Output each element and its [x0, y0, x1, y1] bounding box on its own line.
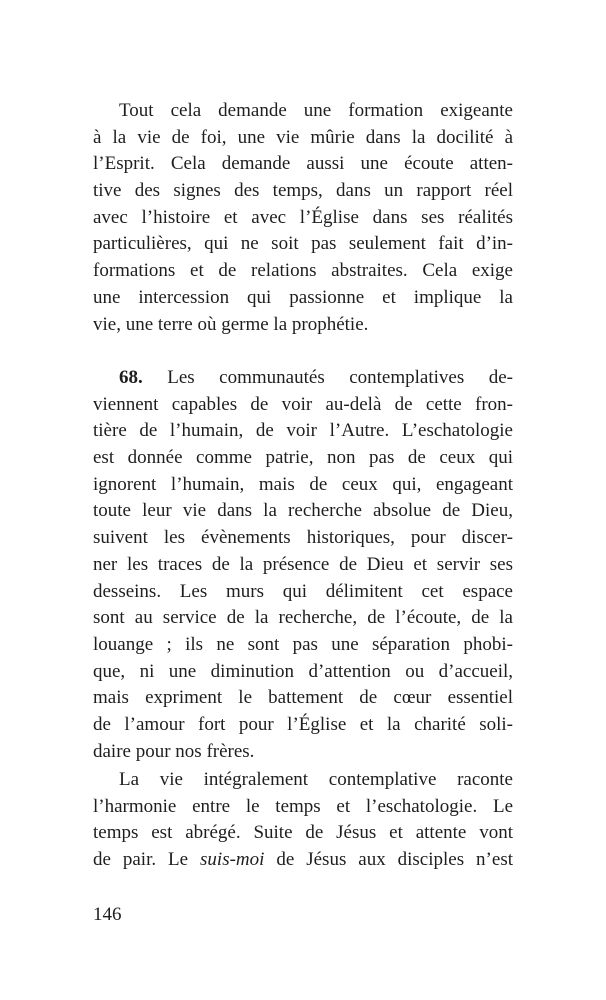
paragraph-3 — [93, 767, 513, 874]
text-line: sont au service de la recherche, de l’écoute, de la — [93, 607, 513, 629]
text-line: mais expriment le battement de cœur essentiel — [93, 687, 513, 709]
text-line: louange ; ils ne sont pas une séparation phobi- — [93, 633, 513, 655]
text-line: l’harmonie entre le temps et l’eschatologie. Le — [93, 795, 513, 817]
text-segment: de pair. Le — [93, 849, 201, 871]
text-line — [93, 847, 513, 874]
text-line: viennent capables de voir au-delà de cette fron- — [93, 393, 513, 415]
text-line: l’Esprit. Cela demande aussi une écoute atten- — [93, 153, 513, 175]
text-line — [93, 365, 513, 392]
text-line: vie, une terre où germe la prophétie. — [93, 313, 369, 335]
text-line: daire pour nos frères. — [93, 740, 255, 762]
text-line: que, ni une diminution d’attention ou d’accueil, — [93, 660, 513, 682]
text-line: à la vie de foi, une vie mûrie dans la docilité à — [93, 126, 513, 148]
text-segment: de Jésus aux disciples n’est — [264, 849, 513, 871]
text-line: desseins. Les murs qui délimitent cet espace — [93, 580, 513, 602]
text-line: particulières, qui ne soit pas seulement fait d’in- — [93, 233, 513, 255]
text-line: une intercession qui passionne et implique la — [93, 286, 513, 308]
text-line: La vie intégralement contemplative raconte — [119, 769, 513, 790]
text-line: est donnée comme patrie, non pas de ceux qui — [93, 447, 513, 469]
text-line: ner les traces de la présence de Dieu et servir ses — [93, 553, 513, 575]
text-line: ignorent l’humain, mais de ceux qui, engageant — [93, 473, 513, 495]
text-line: Tout cela demande une formation exigeante — [119, 100, 513, 121]
text-line: formations et de relations abstraites. Cela exige — [93, 260, 513, 282]
page-number: 146 — [93, 904, 122, 925]
text-line: tière de l’humain, de voir l’Autre. L’eschatologie — [93, 420, 513, 442]
text-line: toute leur vie dans la recherche absolue de Dieu, — [93, 500, 513, 522]
section-number: 68. — [119, 367, 143, 388]
text-line: temps est abrégé. Suite de Jésus et attente vont — [93, 822, 513, 844]
text-line: avec l’histoire et avec l’Église dans ses réalités — [93, 206, 513, 228]
text-line-content: Les communautés contemplatives de- — [167, 367, 513, 388]
italic-quote: suis-moi — [200, 849, 265, 871]
paragraph-1 — [93, 98, 513, 338]
text-line: tive des signes des temps, dans un rapport réel — [93, 180, 513, 202]
text-line: suivent les évènements historiques, pour discer- — [93, 527, 513, 549]
text-line: de l’amour fort pour l’Église et la charité soli- — [93, 713, 513, 735]
paragraph-68 — [93, 365, 513, 765]
